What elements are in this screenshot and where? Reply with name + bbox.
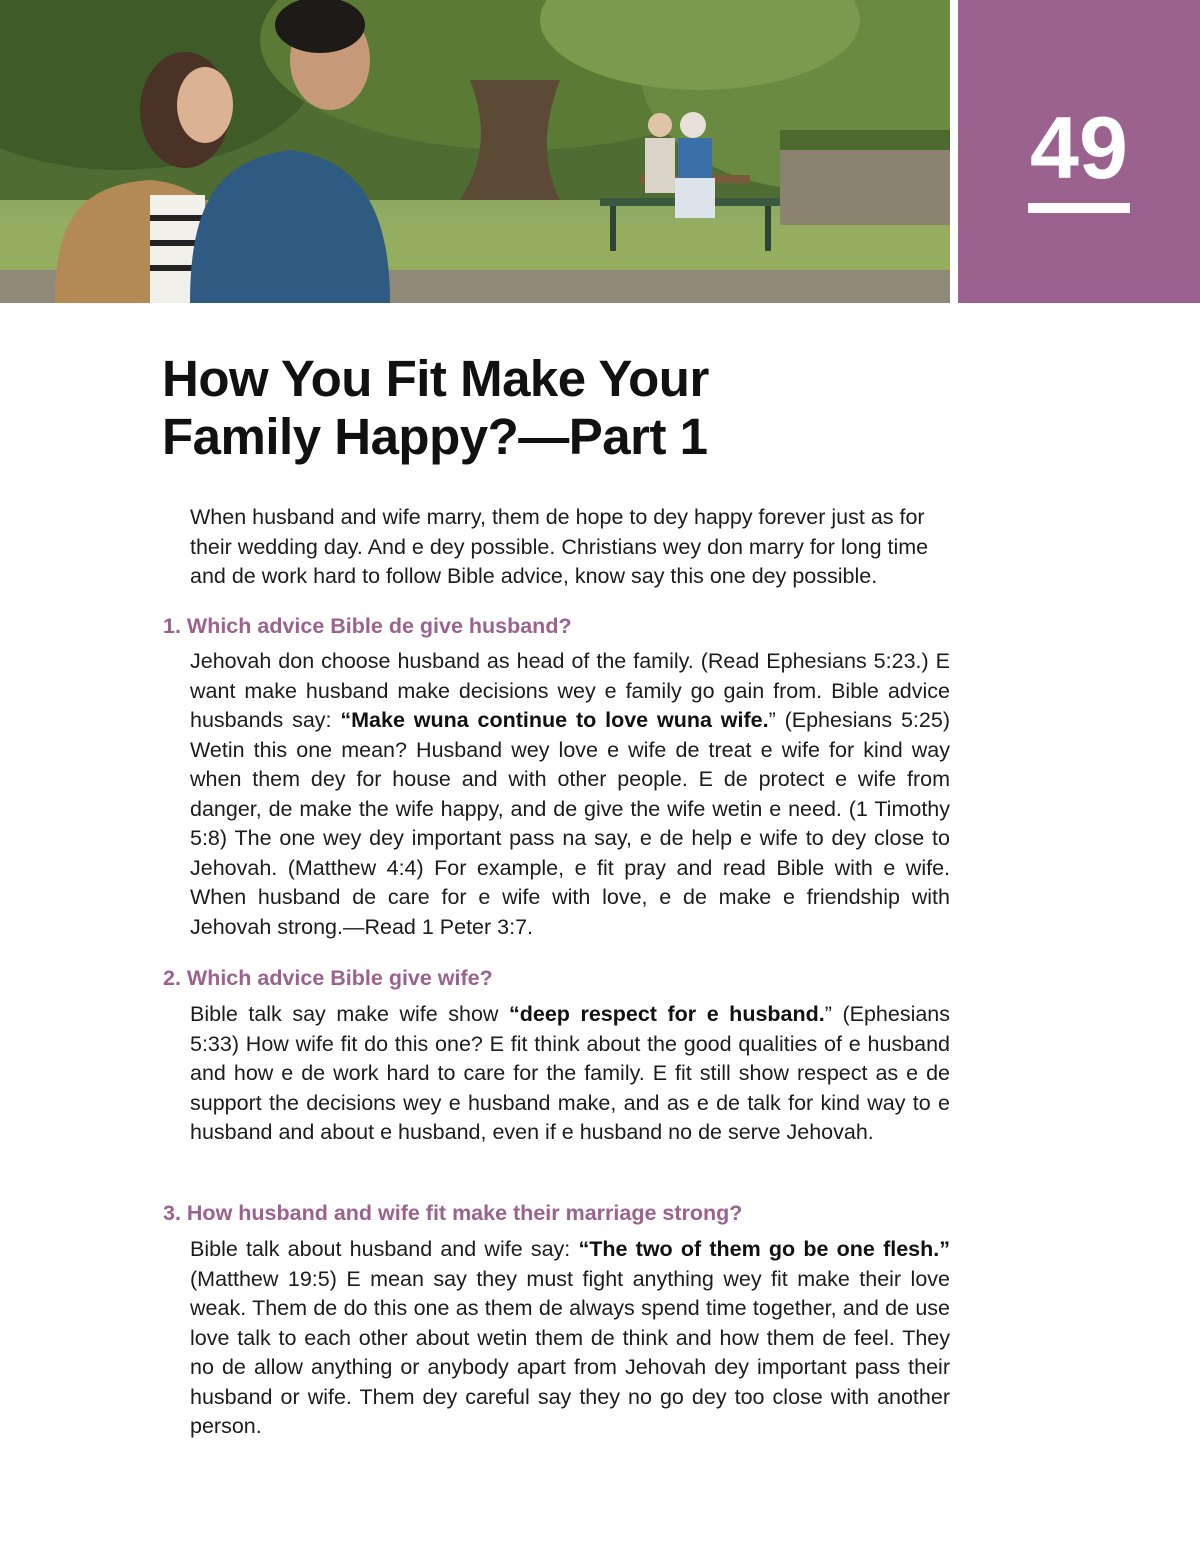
answer-3-text-after: (Matthew 19:5) E mean say they must fight anything wey fit make their love weak. Them de do this one as them de always spend time together, and de use love talk to each other about wetin them de think and how them de feel. They no de allow anything or anybody apart from Jehovah dey important pass their husband or wife. Them dey careful say they no go dey too close with another person. bbox=[190, 1266, 950, 1438]
photo-couple-in-park-icon bbox=[0, 0, 950, 303]
question-2: 2. Which advice Bible give wife? bbox=[163, 966, 493, 990]
lesson-number-underline bbox=[1028, 203, 1130, 213]
page-title-line-2: Family Happy?—Part 1 bbox=[162, 408, 708, 465]
answer-2-quote: “deep respect for e husband. bbox=[508, 1002, 825, 1026]
answer-3-text-before: Bible talk about husband and wife say: bbox=[190, 1237, 579, 1261]
answer-2-text-before: Bible talk say make wife show bbox=[190, 1002, 509, 1026]
answer-1-paragraph bbox=[190, 647, 950, 942]
lesson-number-box bbox=[958, 0, 1200, 303]
answer-2-text-after: ” (Ephesians 5:33) How wife fit do this one? E fit think about the good qualities of e husband and how e de work hard to care for the family. E fit still show respect as e de support the decisions wey e husband make, and as e de talk for kind way to e husband and about e husband, even if e husband no de serve Jehovah. bbox=[190, 1002, 951, 1144]
question-1: 1. Which advice Bible de give husband? bbox=[163, 614, 572, 638]
answer-1-quote: “Make wuna continue to love wuna wife. bbox=[340, 708, 769, 732]
question-3: 3. How husband and wife fit make their marriage strong? bbox=[163, 1201, 743, 1225]
page-title-line-1: How You Fit Make Your bbox=[162, 350, 709, 407]
intro-paragraph: When husband and wife marry, them de hope to dey happy forever just as for their wedding day. And e dey possible. Christians wey don marry for long time and de work hard to follow Bible advice, know say this one dey possible. bbox=[190, 505, 929, 588]
answer-3-paragraph bbox=[190, 1235, 950, 1442]
answer-1-text-after: ” (Ephesians 5:25) Wetin this one mean? Husband wey love e wife de treat e wife for kind way when them dey for house and with other people. E de protect e wife from danger, de make the wife happy, and de give the wife wetin e need. (1 Timothy 5:8) The one wey dey important pass na say, e de help e wife to dey close to Jehovah. (Matthew 4:4) For example, e fit pray and read Bible with e wife. When husband de care for e wife with love, e de make e friendship with Jehovah strong.—Read 1 Peter 3:7. bbox=[190, 708, 950, 939]
hero-photo bbox=[0, 0, 950, 303]
answer-3-quote: “The two of them go be one flesh.” bbox=[578, 1237, 950, 1261]
answer-2-paragraph bbox=[190, 1000, 950, 1148]
page-title bbox=[162, 350, 922, 466]
answer-1-text-before: Jehovah don choose husband as head of the family. (Read Ephesians 5:23.) E want make husband make decisions wey e family go gain from. Bible advice husbands say: bbox=[190, 649, 950, 732]
lesson-number: 49 bbox=[1030, 98, 1128, 197]
